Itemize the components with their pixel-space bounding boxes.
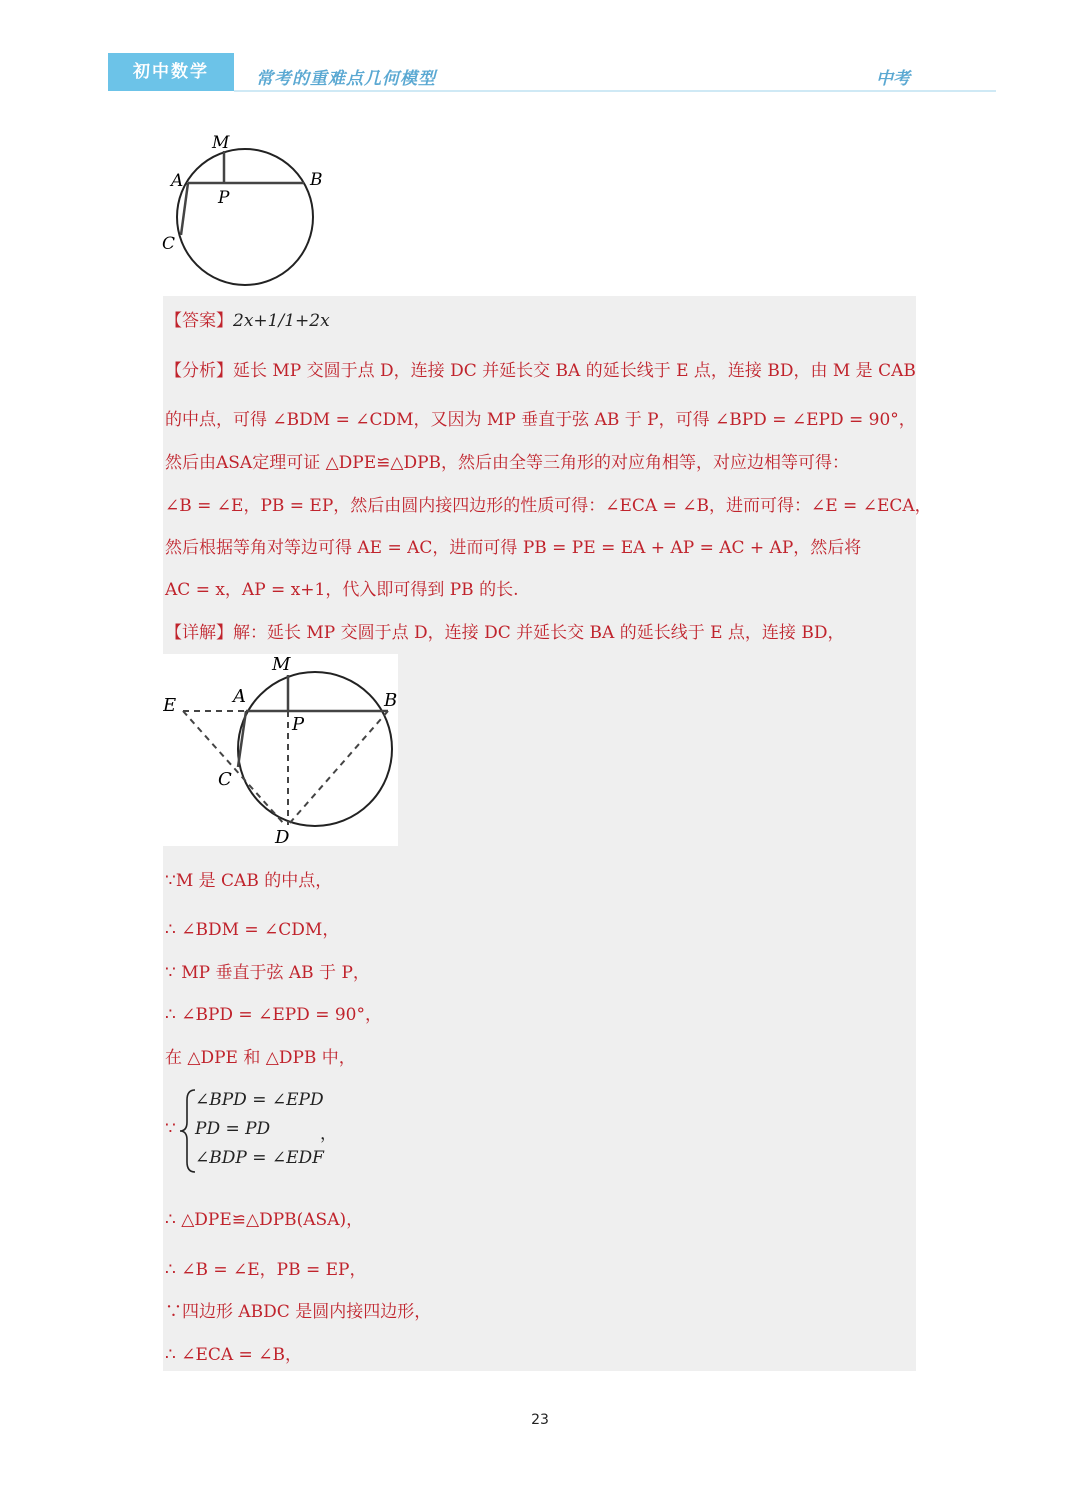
figure-circle-1	[158, 130, 333, 295]
step-3: ∵ MP 垂直于弦 AB 于 P，	[165, 963, 370, 983]
detail-line	[165, 618, 844, 643]
analysis-line-3: 然后由ASA定理可证 △DPE≌△DPB，然后由全等三角形的对应角相等，对应边相等可得：	[165, 453, 850, 473]
label-c: C	[218, 769, 232, 790]
header-divider	[234, 90, 996, 92]
circle	[177, 149, 313, 285]
analysis-label: 【分析】	[165, 361, 233, 381]
label-e: E	[163, 695, 177, 716]
figure-circle-2	[163, 654, 398, 846]
step-4: ∴ ∠BPD = ∠EPD = 90°，	[165, 1005, 382, 1025]
answer-label: 【答案】	[165, 311, 233, 331]
analysis-text: 延长 MP 交圆于点 D，连接 DC 并延长交 BA 的延长线于 E 点，连接 BD，由 M 是 CAB	[233, 361, 916, 381]
label-b: B	[384, 690, 398, 711]
system-row-1: ∠BPD = ∠EPD	[195, 1090, 324, 1110]
step-6: ∴ △DPE≌△DPB(ASA)，	[165, 1210, 364, 1230]
system-because: ∵	[165, 1119, 176, 1139]
label-a: A	[171, 171, 184, 191]
system-row-2: PD = PD	[195, 1119, 271, 1139]
step-9: ∴ ∠ECA = ∠B，	[165, 1345, 302, 1365]
header-tag	[108, 53, 234, 91]
detail-label: 【详解】	[165, 623, 233, 643]
label-p: P	[292, 714, 305, 735]
header-right-label: 中考	[876, 69, 910, 89]
page-number: 23	[531, 1412, 549, 1428]
label-p: P	[218, 188, 230, 208]
step-7: ∴ ∠B = ∠E，PB = EP，	[165, 1260, 367, 1280]
system-row-3: ∠BDP = ∠EDF	[195, 1148, 324, 1168]
answer-line	[165, 306, 330, 331]
step-8: ∵四边形 ABDC 是圆内接四边形，	[165, 1302, 432, 1322]
label-a: A	[233, 686, 246, 707]
label-d: D	[275, 827, 290, 846]
step-5: 在 △DPE 和 △DPB 中，	[165, 1048, 356, 1068]
answer-value: 2x+1/1+2x	[233, 311, 330, 331]
analysis-line-5: 然后根据等角对等边可得 AE = AC，进而可得 PB = PE = EA + AP = AC + AP，然后将	[165, 538, 862, 558]
detail-intro: 解：延长 MP 交圆于点 D，连接 DC 并延长交 BA 的延长线于 E 点，连接 BD，	[233, 623, 845, 643]
analysis-line-1	[165, 356, 916, 381]
analysis-line-2: 的中点，可得 ∠BDM = ∠CDM，又因为 MP 垂直于弦 AB 于 P，可得 ∠BPD = ∠EPD = 90°，	[165, 410, 916, 430]
step-2: ∴ ∠BDM = ∠CDM，	[165, 920, 340, 940]
label-m: M	[212, 133, 230, 153]
label-c: C	[162, 234, 176, 254]
step-1: ∵M 是 CAB 的中点，	[165, 871, 333, 891]
header-tag-text: 初中数学	[133, 62, 209, 82]
label-b: B	[310, 170, 323, 190]
header-subtitle: 常考的重难点几何模型	[256, 69, 436, 89]
analysis-line-6: AC = x，AP = x+1，代入即可得到 PB 的长.	[165, 580, 519, 600]
analysis-line-4: ∠B = ∠E，PB = EP，然后由圆内接四边形的性质可得：∠ECA = ∠B，进而可得：∠E = ∠ECA，	[165, 496, 932, 516]
label-m: M	[272, 654, 291, 675]
system-comma: ，	[320, 1124, 337, 1144]
